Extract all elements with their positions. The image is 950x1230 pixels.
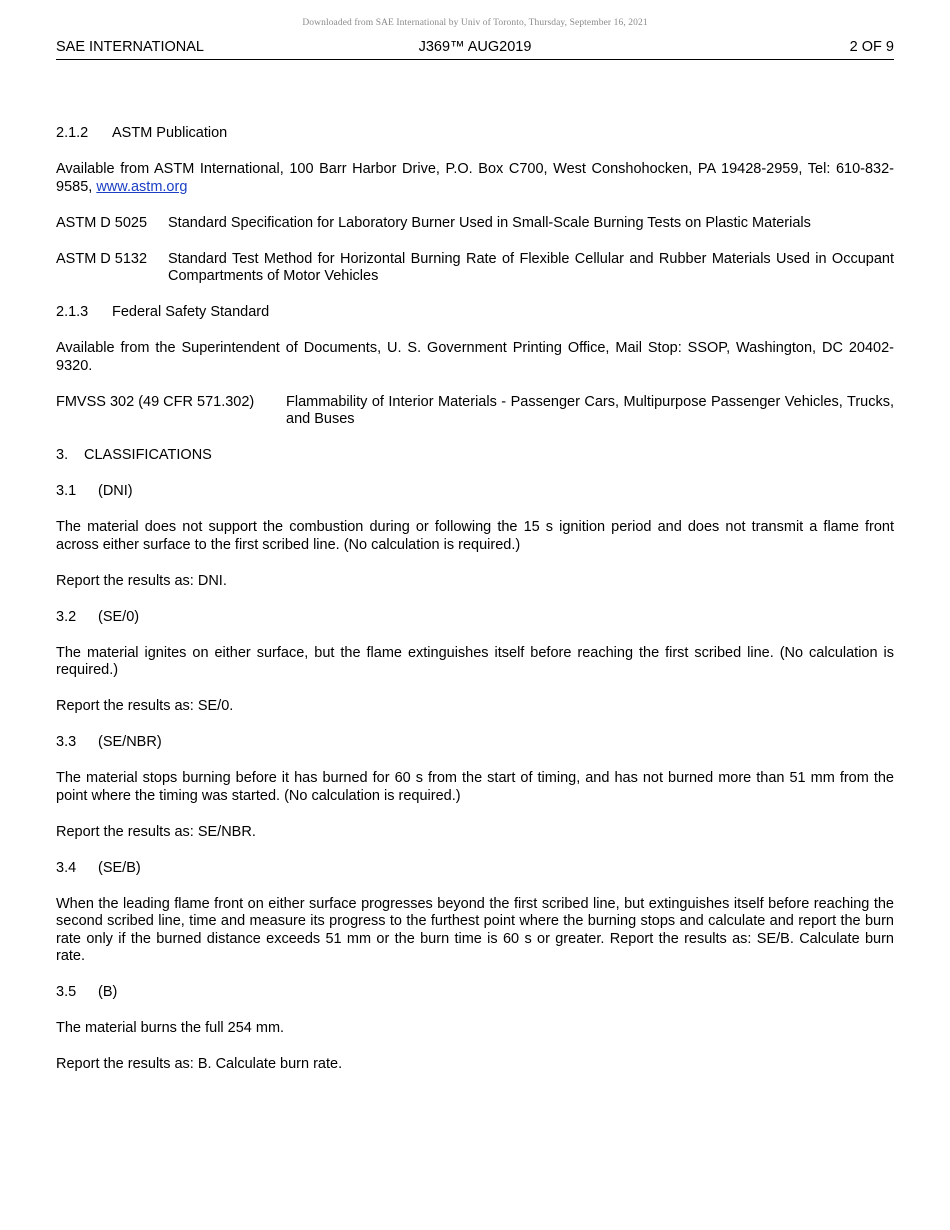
class-report: Report the results as: B. Calculate burn rate. <box>56 1056 343 1072</box>
gpo-availability: Available from the Superintendent of Documents, U. S. Government Printing Office, Mail Stop: SSOP, Washington, DC 20402-9320. <box>56 340 894 374</box>
astm-link[interactable]: www.astm.org <box>96 178 188 195</box>
section-title: Federal Safety Standard <box>112 304 270 320</box>
document-body <box>56 125 894 1074</box>
section-title: CLASSIFICATIONS <box>84 447 212 463</box>
section-number: 2.1.2 <box>56 125 89 141</box>
section-3-heading <box>56 447 894 465</box>
section-number: 3. <box>56 447 69 463</box>
class-description: The material ignites on either surface, but the flame extinguishes itself before reaching the first scribed line. (No calculation is required.) <box>56 644 894 678</box>
section-title: ASTM Publication <box>112 125 228 141</box>
reference-description: Flammability of Interior Materials - Passenger Cars, Multipurpose Passenger Vehicles, Trucks, and Buses <box>286 393 894 427</box>
astm-availability: Available from ASTM International, 100 Barr Harbor Drive, P.O. Box C700, West Conshohocken, PA 19428-2959, Tel: 610-832-9585, www.astm.org <box>56 161 894 195</box>
class-heading <box>56 860 894 878</box>
class-title: (SE/NBR) <box>98 734 162 750</box>
header-page-number: 2 OF 9 <box>849 39 894 55</box>
page-header <box>56 39 894 60</box>
class-number: 3.1 <box>56 483 77 499</box>
reference-entry <box>56 394 894 429</box>
header-org: SAE INTERNATIONAL <box>56 39 204 55</box>
class-title: (SE/B) <box>98 859 141 876</box>
class-heading <box>56 609 894 627</box>
class-report: Report the results as: DNI. <box>56 572 227 589</box>
class-description: When the leading flame front on either surface progresses beyond the first scribed line, but extinguishes itself before reaching the second scribed line, time and measure its progress to the furthest point where the burning stops and calculate and report the burn rate only if the burned distance exceeds 51 mm or the burn time is 60 s or greater. Report the results as: SE/B. Calculate burn rate. <box>56 895 894 964</box>
class-description: The material burns the full 254 mm. <box>56 1020 285 1036</box>
section-2-1-2-heading <box>56 125 894 143</box>
reference-code: ASTM D 5025 <box>56 214 148 231</box>
class-heading <box>56 984 894 1002</box>
class-report: Report the results as: SE/0. <box>56 698 234 714</box>
section-number: 2.1.3 <box>56 304 89 320</box>
reference-entry <box>56 251 894 286</box>
reference-description: Standard Specification for Laboratory Burner Used in Small-Scale Burning Tests on Plastic Materials <box>168 214 811 231</box>
class-title: (SE/0) <box>98 608 140 625</box>
class-number: 3.3 <box>56 734 77 750</box>
class-heading <box>56 734 894 752</box>
class-title: (DNI) <box>98 483 133 499</box>
reference-code: ASTM D 5132 <box>56 250 148 267</box>
class-heading <box>56 483 894 501</box>
header-doc-id: J369™ AUG2019 <box>418 39 532 55</box>
reference-code: FMVSS 302 (49 CFR 571.302) <box>56 393 255 410</box>
reference-description: Standard Test Method for Horizontal Burning Rate of Flexible Cellular and Rubber Materials Used in Occupant Compartments of Motor Vehicles <box>168 250 894 284</box>
class-report: Report the results as: SE/NBR. <box>56 823 256 840</box>
reference-entry <box>56 215 894 233</box>
download-watermark: Downloaded from SAE International by Univ of Toronto, Thursday, September 16, 2021 <box>302 18 648 28</box>
class-title: (B) <box>98 984 118 1000</box>
class-description: The material does not support the combustion during or following the 15 s ignition period and does not transmit a flame front across either surface to the first scribed line. (No calculation is required.) <box>56 519 894 553</box>
class-description: The material stops burning before it has burned for 60 s from the start of timing, and has not burned more than 51 mm from the point where the timing was started. (No calculation is required.) <box>56 770 894 804</box>
section-2-1-3-heading <box>56 304 894 322</box>
class-number: 3.5 <box>56 984 77 1000</box>
class-number: 3.4 <box>56 859 77 876</box>
class-number: 3.2 <box>56 608 77 625</box>
